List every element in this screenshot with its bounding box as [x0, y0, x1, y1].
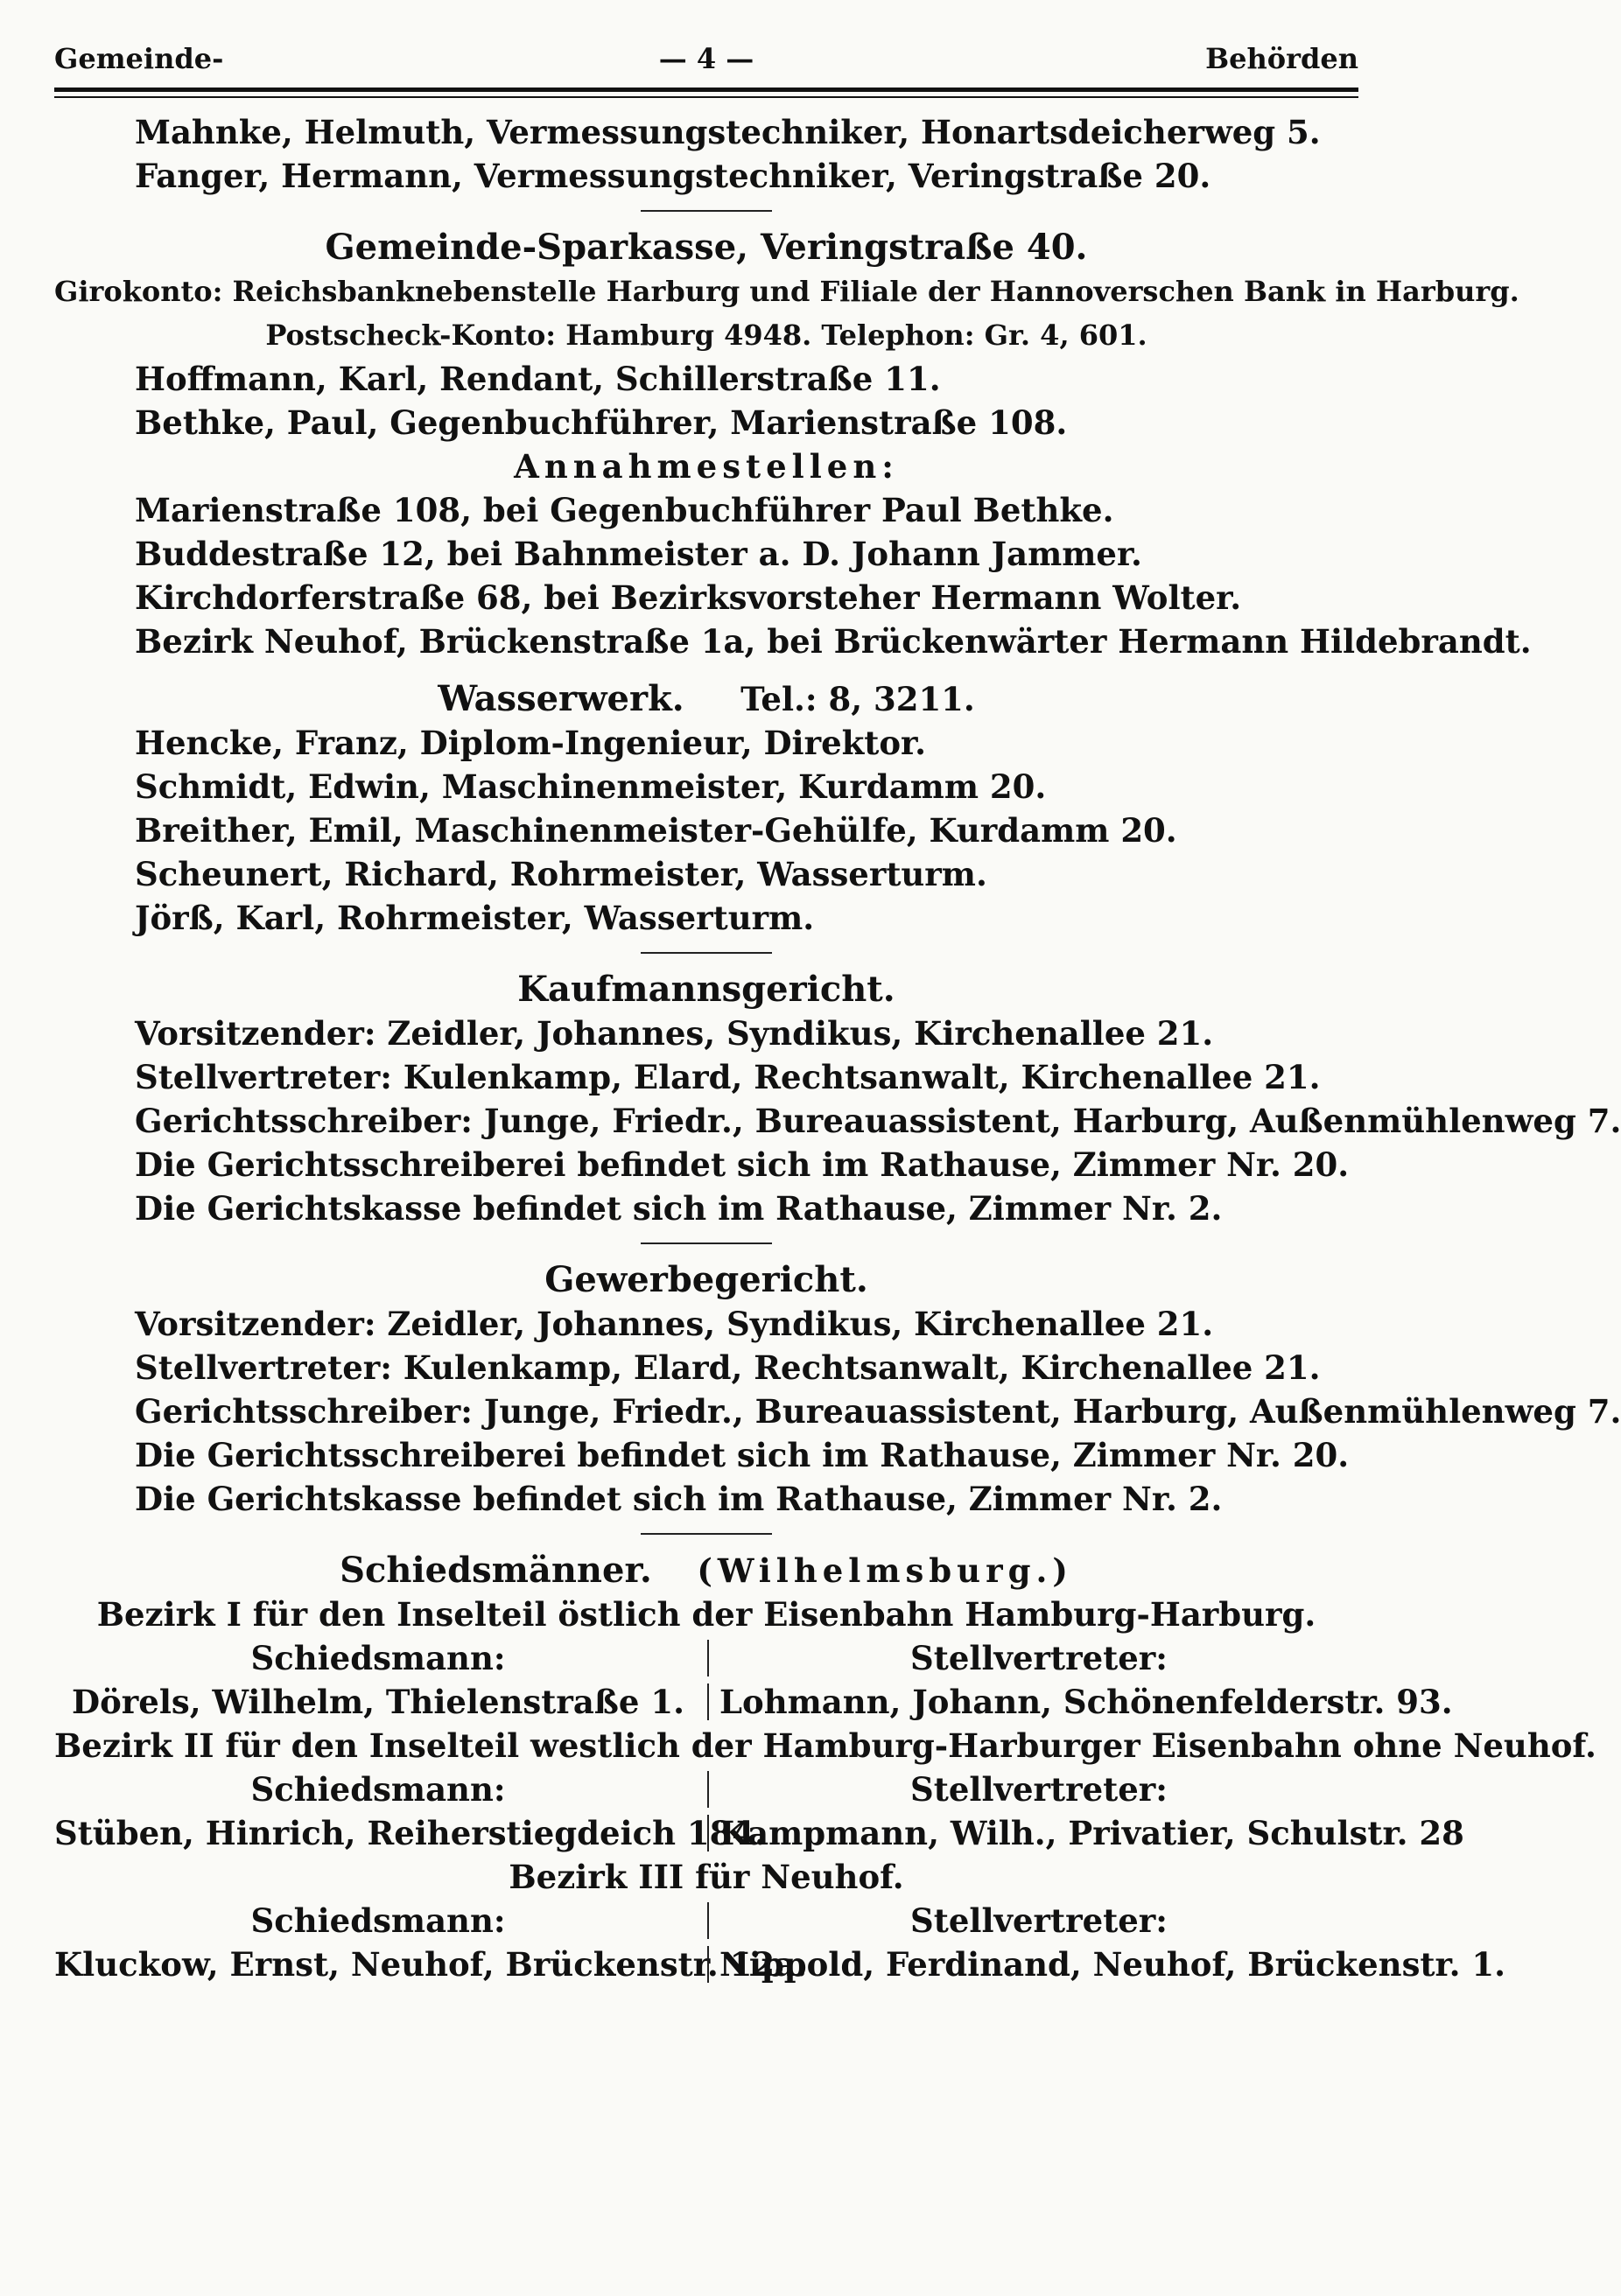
section-title-sparkasse: Gemeinde-Sparkasse, Veringstraße 40.: [325, 227, 1088, 268]
bezirk-row: [54, 1811, 1464, 1855]
section-divider: [641, 952, 772, 954]
page-content: [54, 110, 1621, 1986]
column-headers: [54, 1768, 1358, 1811]
section-title-wasserwerk: [54, 677, 1358, 721]
entry-line: Gerichtsschreiber: Junge, Friedr., Bureauassistent, Harburg, Außenmühlenweg 7.: [135, 1392, 1621, 1431]
header-right: Behörden: [1205, 42, 1358, 75]
header-rule-thin: [54, 96, 1358, 98]
header-rule: [54, 88, 1358, 92]
entry-line: Fanger, Hermann, Vermessungstechniker, Veringstraße 20.: [135, 157, 1211, 195]
schiedsmann-name: Dörels, Wilhelm, Thielenstraße 1.: [72, 1683, 684, 1721]
entry-line: Buddestraße 12, bei Bahnmeister a. D. Johann Jammer.: [135, 535, 1142, 573]
column-divider: [707, 1902, 709, 1939]
header-left: Gemeinde-: [54, 42, 224, 75]
column-divider: [707, 1771, 709, 1808]
column-divider: [707, 1946, 709, 1983]
schiedsmaenner-title: Schiedsmänner.: [340, 1550, 652, 1591]
entry-line: Die Gerichtsschreiberei befindet sich im Rathause, Zimmer Nr. 20.: [135, 1436, 1350, 1474]
annahme-title: Annahmestellen:: [514, 447, 899, 486]
sparkasse-postscheck: Postscheck-Konto: Hamburg 4948. Telephon: Gr. 4, 601.: [265, 318, 1147, 352]
entry-line: Kirchdorferstraße 68, bei Bezirksvorsteher Hermann Wolter.: [135, 578, 1242, 617]
bezirk-row: [54, 1942, 1505, 1986]
entry-line: Breither, Emil, Maschinenmeister-Gehülfe, Kurdamm 20.: [135, 811, 1177, 850]
column-divider: [707, 1684, 709, 1720]
entry-line: Schmidt, Edwin, Maschinenmeister, Kurdamm 20.: [135, 767, 1047, 806]
section-title-schiedsmaenner: [54, 1549, 1358, 1592]
col-header-schiedsmann: Schiedsmann:: [250, 1639, 506, 1677]
entry-line: Jörß, Karl, Rohrmeister, Wasserturm.: [135, 899, 815, 937]
entry-line: Vorsitzender: Zeidler, Johannes, Syndikus, Kirchenallee 21.: [135, 1305, 1214, 1343]
page-header: [54, 42, 1358, 88]
schiedsmann-name: Stüben, Hinrich, Reiherstiegdeich 184.: [54, 1814, 767, 1852]
bezirk-title: Bezirk I für den Inselteil östlich der Eisenbahn Hamburg-Harburg.: [96, 1595, 1316, 1634]
entry-line: Die Gerichtskasse befindet sich im Rathause, Zimmer Nr. 2.: [135, 1480, 1223, 1518]
entry-line: Die Gerichtskasse befindet sich im Rathause, Zimmer Nr. 2.: [135, 1189, 1223, 1228]
section-title-kaufmannsgericht: Kaufmannsgericht.: [517, 969, 895, 1010]
page-number: — 4 —: [658, 42, 754, 75]
col-header-stellvertreter: Stellvertreter:: [910, 1770, 1168, 1809]
entry-line: Hoffmann, Karl, Rendant, Schillerstraße 11.: [135, 360, 941, 398]
entry-line: Die Gerichtsschreiberei befindet sich im Rathause, Zimmer Nr. 20.: [135, 1145, 1350, 1184]
col-header-stellvertreter: Stellvertreter:: [910, 1639, 1168, 1677]
col-header-schiedsmann: Schiedsmann:: [250, 1901, 506, 1940]
wasserwerk-title: Wasserwerk.: [438, 678, 684, 719]
column-divider: [707, 1815, 709, 1852]
wasserwerk-tel: Tel.: 8, 3211.: [740, 680, 975, 718]
col-header-schiedsmann: Schiedsmann:: [250, 1770, 506, 1809]
section-divider: [641, 1242, 772, 1244]
stellvertreter-name: Kampmann, Wilh., Privatier, Schulstr. 28: [719, 1814, 1464, 1852]
column-divider: [707, 1640, 709, 1676]
entry-line: Mahnke, Helmuth, Vermessungstechniker, Honartsdeicherweg 5.: [135, 113, 1321, 151]
entry-line: Stellvertreter: Kulenkamp, Elard, Rechtsanwalt, Kirchenallee 21.: [135, 1058, 1321, 1096]
section-divider: [641, 210, 772, 212]
entry-line: Marienstraße 108, bei Gegenbuchführer Paul Bethke.: [135, 491, 1114, 529]
entry-line: Scheunert, Richard, Rohrmeister, Wasserturm.: [135, 855, 987, 893]
bezirk-row: [54, 1680, 1453, 1724]
stellvertreter-name: Nippold, Ferdinand, Neuhof, Brückenstr. 1.: [719, 1945, 1505, 1984]
bezirk-title: Bezirk III für Neuhof.: [509, 1858, 904, 1896]
entry-line: Gerichtsschreiber: Junge, Friedr., Bureauassistent, Harburg, Außenmühlenweg 7.: [135, 1102, 1621, 1140]
section-title-gewerbegericht: Gewerbegericht.: [544, 1259, 868, 1300]
column-headers: [54, 1899, 1358, 1942]
entry-line: Stellvertreter: Kulenkamp, Elard, Rechtsanwalt, Kirchenallee 21.: [135, 1348, 1321, 1387]
entry-line: Bethke, Paul, Gegenbuchführer, Marienstraße 108.: [135, 403, 1068, 442]
col-header-stellvertreter: Stellvertreter:: [910, 1901, 1168, 1940]
sparkasse-giro: Girokonto: Reichsbanknebenstelle Harburg und Filiale der Hannoverschen Bank in Harburg.: [54, 275, 1519, 308]
column-headers: [54, 1636, 1358, 1680]
section-divider: [641, 1533, 772, 1535]
entry-line: Bezirk Neuhof, Brückenstraße 1a, bei Brückenwärter Hermann Hildebrandt.: [135, 622, 1532, 661]
entry-line: Vorsitzender: Zeidler, Johannes, Syndikus, Kirchenallee 21.: [135, 1014, 1214, 1053]
bezirk-title: Bezirk II für den Inselteil westlich der Hamburg-Harburger Eisenbahn ohne Neuhof.: [54, 1726, 1596, 1765]
schiedsmann-name: Kluckow, Ernst, Neuhof, Brückenstr. 12a.: [54, 1945, 807, 1984]
schiedsmaenner-subtitle: (Wilhelmsburg.): [697, 1551, 1073, 1590]
entry-line: Hencke, Franz, Diplom-Ingenieur, Direktor.: [135, 724, 927, 762]
stellvertreter-name: Lohmann, Johann, Schönenfelderstr. 93.: [719, 1683, 1453, 1721]
